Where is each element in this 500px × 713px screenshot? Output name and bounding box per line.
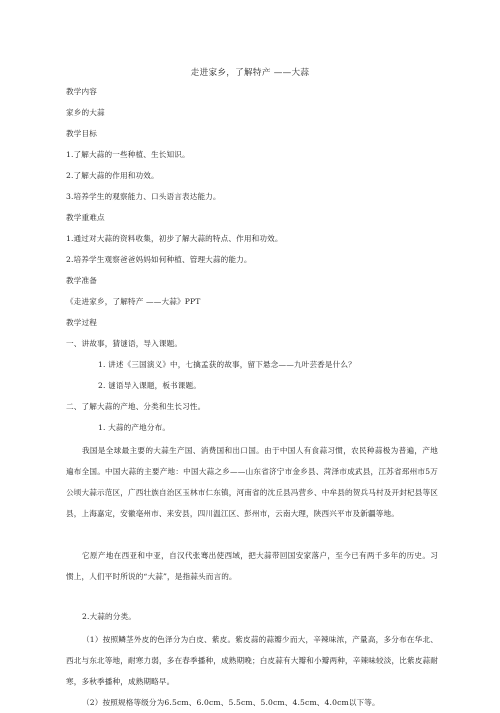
heading-key-points: 教学重难点 — [66, 213, 105, 222]
text-line: 2.了解大蒜的作用和功效。 — [66, 171, 159, 180]
paragraph: 它原产地在西亚和中亚，自汉代张骞出使西域，把大蒜带回国安家落户，至今已有两千多年的历史。习惯上，人们平时所说的“大蒜”，是指蒜头而言的。 — [66, 551, 438, 581]
document-title: 走进家乡，了解特产 ——大蒜 — [190, 68, 310, 78]
text-line: 2.培养学生观察爸爸妈妈如何种植、管理大蒜的能力。 — [66, 255, 252, 264]
text-line: 2. 谜语导入课题，板书课题。 — [98, 381, 202, 390]
heading-content: 教学内容 — [66, 87, 97, 96]
text-line: 二、了解大蒜的产地、分类和生长习性。 — [66, 402, 206, 411]
heading-goals: 教学目标 — [66, 129, 97, 138]
paragraph: （2）按照规格等级分为6.5cm、6.0cm、5.5cm、5.0cm、4.5cm、4.0cm以下等。 — [82, 698, 380, 707]
text-line: 1.通过对大蒜的资料收集，初步了解大蒜的特点、作用和功效。 — [66, 234, 283, 243]
text-line: 《走进家乡，了解特产 ——大蒜》PPT — [66, 297, 201, 306]
heading-preparation: 教学准备 — [66, 276, 97, 285]
text-line: 1.了解大蒜的一些种植、生长知识。 — [66, 150, 190, 159]
text-line: 1. 讲述《三国演义》中，七擒孟获的故事，留下悬念——九叶芸香是什么？ — [98, 360, 356, 369]
paragraph: 我国是全球最主要的大蒜生产国、消费国和出口国。由于中国人有食蒜习惯，农民种蒜极为普遍，产地遍布全国。中国大蒜的主要产地：中国大蒜之乡——山东省济宁市金乡县、菏泽市成武县，江苏省邳州市5万公顷大蒜示范区，广西壮族自治区玉林市仁东镇，河南省的沈丘县冯营乡、中牟县的贺兵马村及开封杞县等区县，上海嘉定，安徽亳州市、来安县，四川温江区、彭州市，云南大理，陕西兴平市及新疆等地。 — [66, 446, 438, 518]
heading-process: 教学过程 — [66, 318, 97, 327]
paragraph: （1）按照鳞茎外皮的色泽分为白皮、紫皮。紫皮蒜的蒜瓣少而大，辛辣味浓，产量高，多分布在华北、西北与东北等地，耐寒力弱，多在春季播种，成熟期晚；白皮蒜有大瓣和小瓣两种，辛辣味较淡，比紫皮蒜耐寒，多秋季播种，成熟期略早。 — [66, 635, 438, 686]
text-line: 一、讲故事，猜谜语，导入课题。 — [66, 339, 183, 348]
text-line: 家乡的大蒜 — [66, 108, 105, 117]
text-line: 2.大蒜的分类。 — [82, 612, 137, 621]
text-line: 1. 大蒜的产地分布。 — [98, 423, 171, 432]
text-line: 3.培养学生的观察能力、口头语言表达能力。 — [66, 192, 221, 201]
